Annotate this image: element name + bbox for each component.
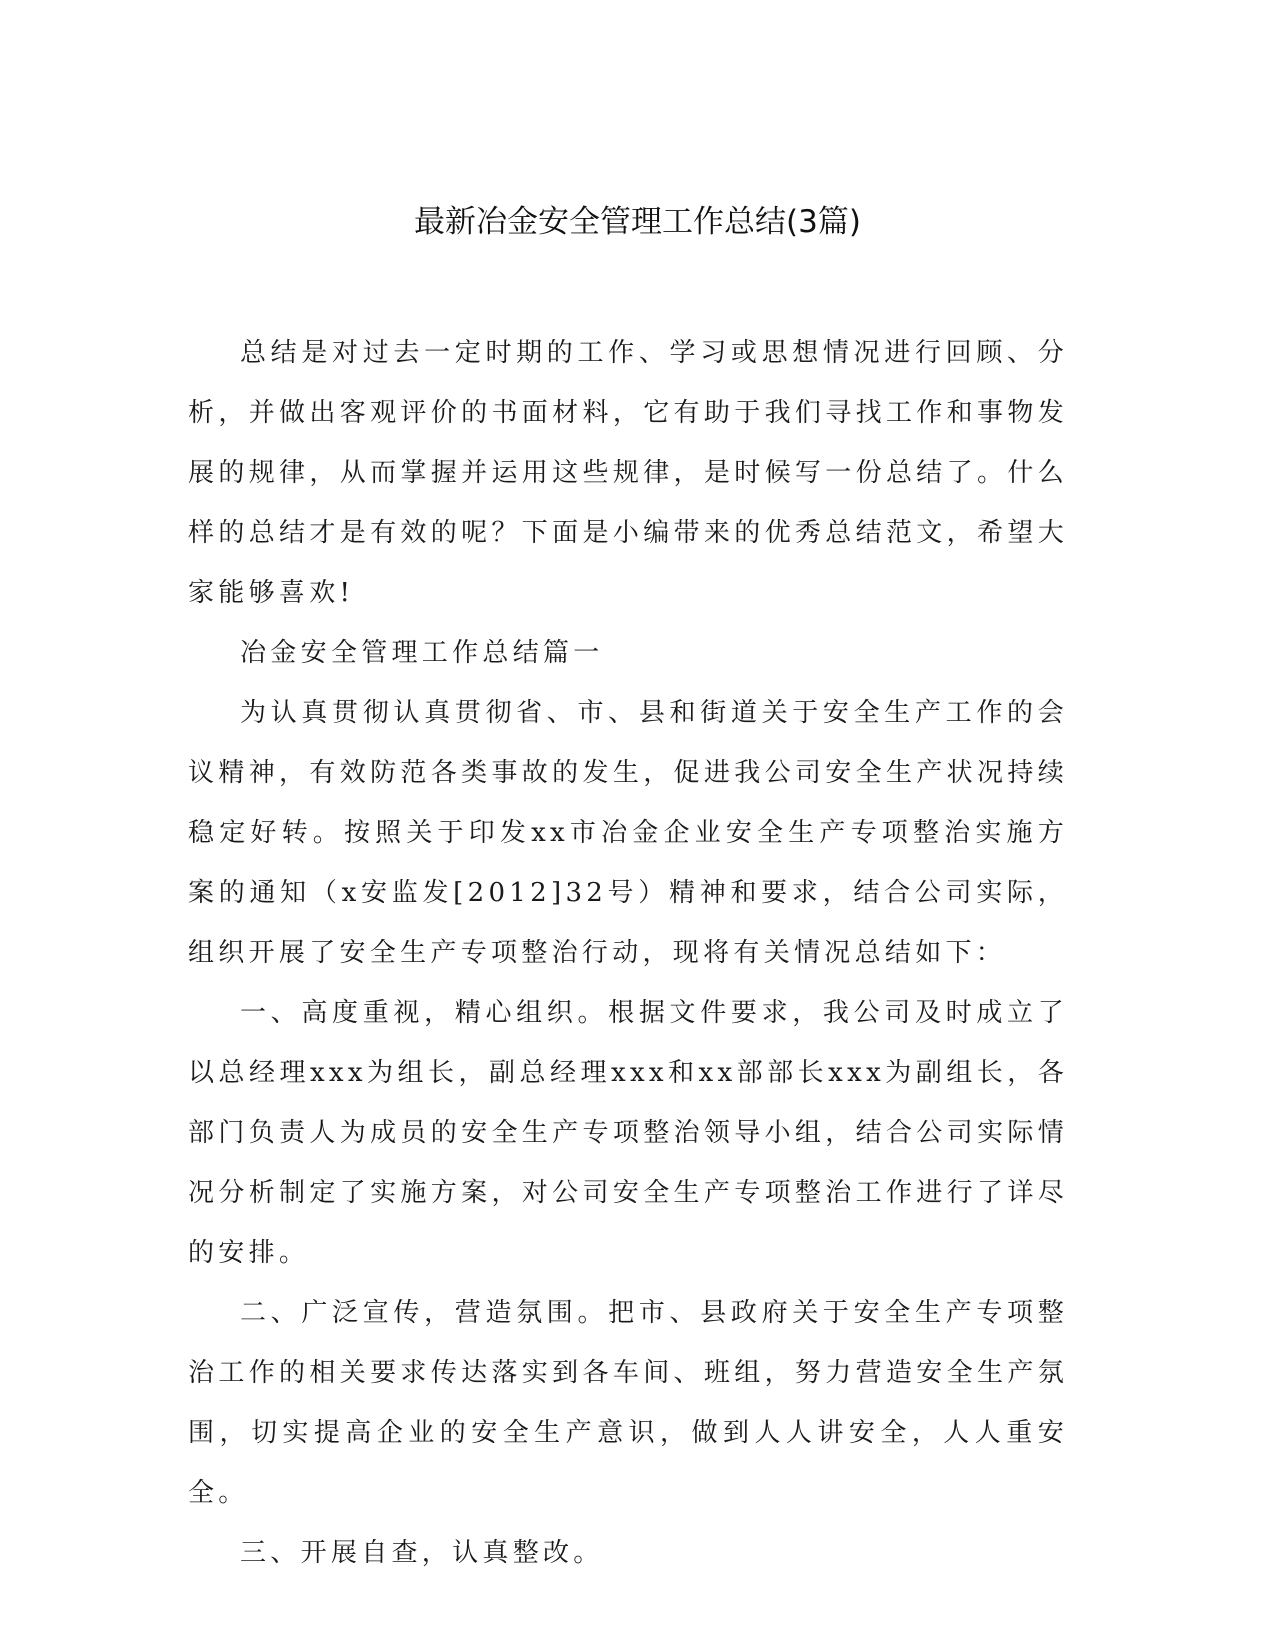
- body-paragraph: 三、开展自查，认真整改。: [240, 1538, 604, 1568]
- body-paragraph: 二、广泛宣传，营造氛围。把市、县政府关于安全生产专项整治工作的相关要求传达落实到各车间、班组，努力营造安全生产氛围，切实提高企业的安全生产意识，做到人人讲安全，人人重安全。: [188, 1298, 1068, 1508]
- document-title: 最新冶金安全管理工作总结(3篇): [414, 204, 861, 240]
- document-body: [188, 323, 1068, 1583]
- body-paragraph: 为认真贯彻认真贯彻省、市、县和街道关于安全生产工作的会议精神，有效防范各类事故的发生，促进我公司安全生产状况持续稳定好转。按照关于印发xx市冶金企业安全生产专项整治实施方案的通知（x安监发[2012]32号）精神和要求，结合公司实际，组织开展了安全生产专项整治行动，现将有关情况总结如下：: [188, 698, 1068, 968]
- section-heading: 冶金安全管理工作总结篇一: [240, 638, 604, 668]
- body-paragraph: 一、高度重视，精心组织。根据文件要求，我公司及时成立了以总经理xxx为组长，副总经理xxx和xx部部长xxx为副组长，各部门负责人为成员的安全生产专项整治领导小组，结合公司实际情况分析制定了实施方案，对公司安全生产专项整治工作进行了详尽的安排。: [188, 998, 1068, 1268]
- intro-paragraph: 总结是对过去一定时期的工作、学习或思想情况进行回顾、分析，并做出客观评价的书面材料，它有助于我们寻找工作和事物发展的规律，从而掌握并运用这些规律，是时候写一份总结了。什么样的总结才是有效的呢？下面是小编带来的优秀总结范文，希望大家能够喜欢!: [188, 338, 1068, 608]
